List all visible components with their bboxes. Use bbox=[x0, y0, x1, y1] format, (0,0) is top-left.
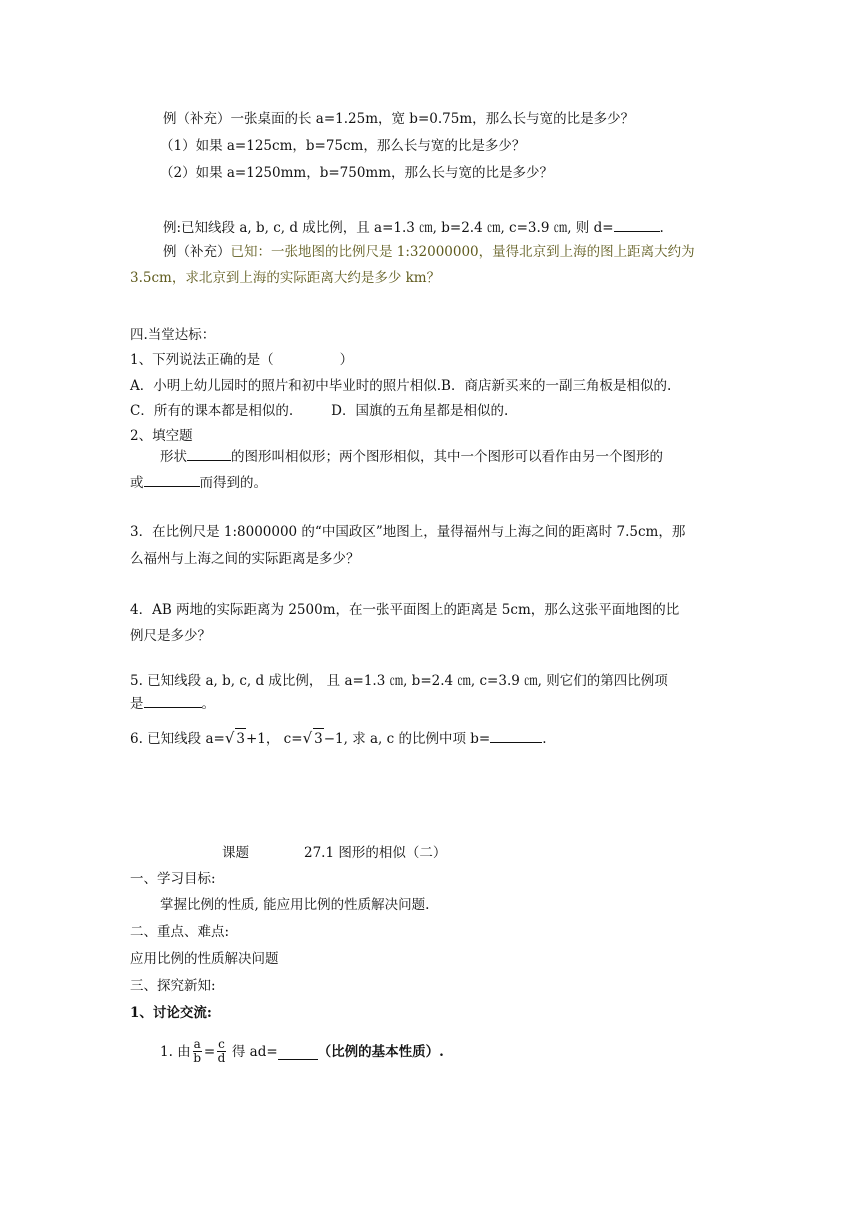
fraction-denominator: b bbox=[193, 1051, 202, 1065]
q5-end: 。 bbox=[201, 696, 215, 712]
option-c: C．所有的课本都是相似的. bbox=[130, 403, 294, 419]
example-3-text: 已知：一张地图的比例尺是 1:32000000，量得北京到上海的图上距离大约为 bbox=[230, 244, 695, 260]
lesson-title bbox=[222, 843, 446, 863]
question-1-stem bbox=[130, 350, 353, 370]
proportion-property-item bbox=[160, 1038, 444, 1065]
section-4-heading: 四.当堂达标： bbox=[130, 327, 216, 343]
question-1-close-paren: ） bbox=[339, 352, 354, 368]
question-2-line-1 bbox=[160, 446, 663, 467]
lesson-title-label: 课题 bbox=[222, 845, 249, 861]
example-1-main: 例（补充）一张桌面的长 a=1.25m，宽 b=0.75m，那么长与宽的比是多少？ bbox=[163, 111, 635, 127]
fraction-denominator: d bbox=[217, 1051, 226, 1065]
example-2-end: . bbox=[659, 220, 664, 236]
example-2-text: 例:已知线段 a, b, c, d 成比例，且 a=1.3 ㎝, b=2.4 ㎝, c=3.9 ㎝, 则 d= bbox=[163, 220, 614, 236]
item-1-mid: 得 ad= bbox=[231, 1043, 278, 1060]
question-3-line-1: 3．在比例尺是 1:8000000 的“中国政区”地图上，量得福州与上海之间的距离时 7.5cm，那 bbox=[130, 524, 686, 540]
option-b: B．商店新买来的一副三角板是相似的. bbox=[441, 378, 672, 394]
question-6 bbox=[130, 728, 547, 749]
question-5-line-2 bbox=[130, 693, 215, 714]
key-points-text: 应用比例的性质解决问题 bbox=[130, 951, 279, 967]
q2-part2: 的图形叫相似形；两个图形相似，其中一个图形可以看作由另一个图形的 bbox=[231, 449, 663, 465]
learning-goal-text: 掌握比例的性质, 能应用比例的性质解决问题. bbox=[160, 897, 430, 913]
discussion-heading: 1、讨论交流: bbox=[130, 1005, 212, 1021]
radical-sign-icon: √ bbox=[302, 729, 313, 747]
item-1-prefix: 1. 由 bbox=[160, 1043, 191, 1060]
question-1-options-cd bbox=[130, 401, 508, 421]
question-4-line-1: 4．AB 两地的实际距离为 2500m，在一张平面图上的距离是 5cm，那么这张平面地图的比 bbox=[130, 602, 680, 618]
radicand-c: 3 bbox=[313, 728, 324, 749]
explore-heading: 三、探究新知: bbox=[130, 978, 216, 994]
fraction-numerator: a bbox=[193, 1037, 201, 1051]
option-a: A．小明上幼儿园时的照片和初中毕业时的照片相似. bbox=[130, 378, 442, 394]
item-1-suffix: （比例的基本性质）. bbox=[317, 1043, 444, 1060]
equals-sign: = bbox=[203, 1043, 216, 1060]
lesson-title-text: 27.1 图形的相似（二） bbox=[304, 845, 447, 861]
question-2-title: 2、填空题 bbox=[130, 428, 193, 444]
key-points-heading: 二、重点、难点: bbox=[130, 924, 230, 940]
question-2-line-2 bbox=[130, 472, 267, 493]
question-4-line-2: 例尺是多少？ bbox=[130, 628, 211, 644]
option-d: D．国旗的五角星都是相似的. bbox=[331, 403, 509, 419]
example-3-prefix: 例（补充） bbox=[163, 244, 231, 260]
fraction-c-over-d bbox=[217, 1038, 226, 1065]
example-1-question-2: （2）如果 a=1250mm，b=750mm，那么长与宽的比是多少？ bbox=[160, 165, 554, 181]
answer-blank bbox=[278, 1045, 318, 1060]
answer-blank bbox=[490, 728, 542, 743]
q6-part-a: 6. 已知线段 a= bbox=[130, 731, 225, 747]
example-3-line-1 bbox=[163, 242, 695, 262]
learning-goal-heading: 一、学习目标: bbox=[130, 871, 216, 887]
question-1-stem-text: 1、下列说法正确的是（ bbox=[130, 352, 274, 368]
answer-blank bbox=[614, 217, 660, 232]
example-1-question-1: （1）如果 a=125cm，b=75cm，那么长与宽的比是多少？ bbox=[160, 138, 526, 154]
question-5-line-1: 5. 已知线段 a, b, c, d 成比例， 且 a=1.3 ㎝, b=2.4 ㎝, c=3.9 ㎝, 则它们的第四比例项 bbox=[130, 673, 668, 689]
answer-blank bbox=[187, 446, 231, 461]
fraction-a-over-b bbox=[193, 1038, 202, 1065]
answer-blank bbox=[144, 693, 202, 708]
q2-part4: 而得到的。 bbox=[199, 475, 267, 491]
question-1-options-ab bbox=[130, 376, 671, 396]
radicand-a: 3 bbox=[235, 728, 246, 749]
example-3-line-2: 3.5cm，求北京到上海的实际距离大约是多少 km？ bbox=[130, 270, 441, 286]
q2-part1: 形状 bbox=[160, 449, 187, 465]
example-2 bbox=[163, 217, 664, 238]
q6-end: . bbox=[542, 731, 547, 747]
q2-part3: 或 bbox=[130, 475, 144, 491]
q6-part-c: −1, 求 a, c 的比例中项 b= bbox=[323, 731, 491, 747]
fraction-numerator: c bbox=[218, 1037, 225, 1051]
q6-part-b: +1， c= bbox=[245, 731, 303, 747]
q5-prefix: 是 bbox=[130, 696, 144, 712]
answer-blank bbox=[144, 472, 200, 487]
radical-sign-icon: √ bbox=[224, 729, 235, 747]
question-3-line-2: 么福州与上海之间的实际距离是多少？ bbox=[130, 551, 360, 567]
